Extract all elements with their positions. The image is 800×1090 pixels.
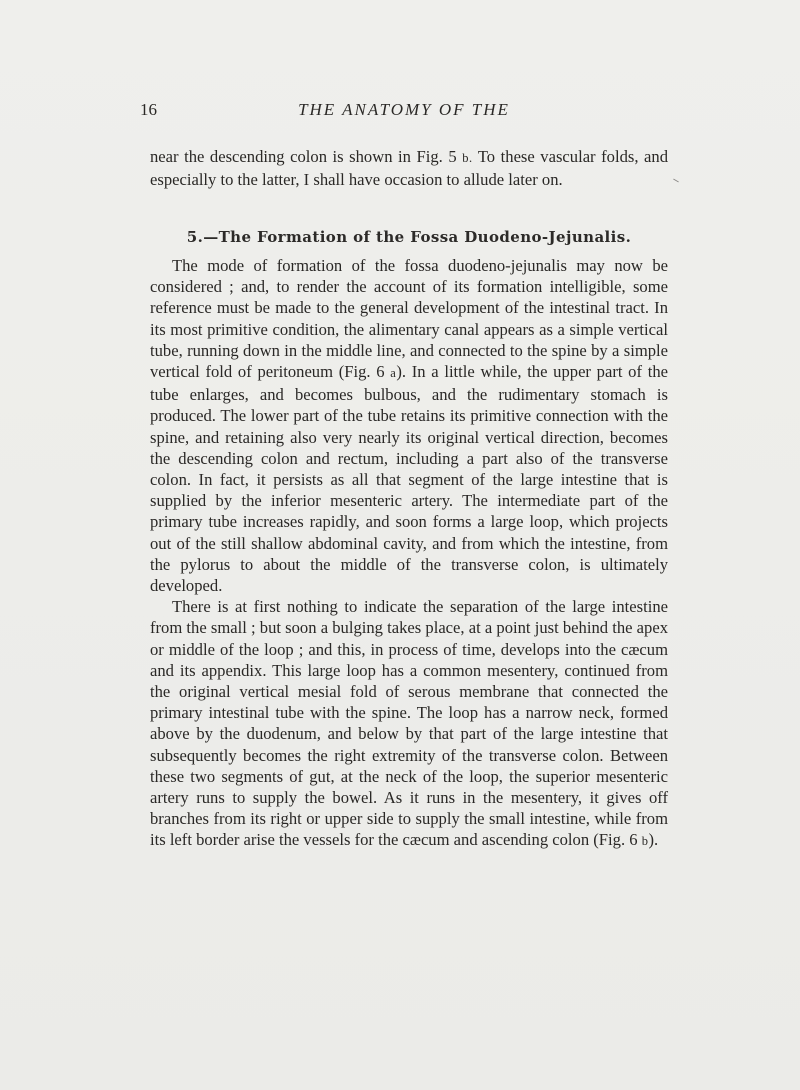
- paragraph-3: [150, 596, 668, 852]
- figure-reference: b.: [462, 151, 473, 165]
- figure-reference: b: [641, 834, 649, 849]
- paragraph-continued: [150, 146, 668, 190]
- running-title: THE ANATOMY OF THE: [298, 100, 510, 119]
- page-number: 16: [140, 100, 157, 119]
- paragraph-1-text-after: To these vascular folds, and especially to the latter, I shall have occasion to allude later on.: [150, 147, 668, 190]
- section-heading: 5.—The Formation of the Fossa Duodeno-Jejunalis.: [186, 228, 632, 246]
- section-body: [150, 255, 668, 853]
- paragraph-2: [150, 255, 668, 596]
- paragraph-1-text-before: near the descending colon is shown in Fig. 5: [150, 147, 463, 166]
- print-speck: [673, 179, 679, 183]
- figure-reference: a: [390, 366, 397, 381]
- paragraph-2-text-after: ). In a little while, the upper part of the tube enlarges, and becomes bulbous, and the rudimentary stomach is produced. The lower part of the tube retains its primitive connection with the spine, and retaining also very nearly its original vertical direction, becomes the descending colon and rectum, including a part also of the transverse colon. In fact, it persists as all that segment of the large intestine that is supplied by the inferior mesenteric artery. The intermediate part of the primary tube increases rapidly, and soon forms a large loop, which projects out of the still shallow abdominal cavity, and from which the intestine, from the pylorus to about the middle of the transverse colon, is ultimately developed.: [150, 362, 668, 596]
- paragraph-3-text-after: ).: [648, 830, 659, 850]
- paragraph-3-text-before: There is at first nothing to indicate the separation of the large intestine from the small ; but soon a bulging takes place, at a point just behind the apex or middle of the loop ; and this, in process of time, develops into the cæcum and its appendix. This large loop has a common mesentery, continued from the original vertical mesial fold of serous membrane that connected the primary intestinal tube with the spine. The loop has a narrow neck, formed above by the duodenum, and below by that part of the large intestine that subsequently becomes the right extremity of the transverse colon. Between these two segments of gut, at the neck of the loop, the superior mesenteric artery runs to supply the bowel. As it runs in the mesentery, it gives off branches from its right or upper side to supply the small intestine, while from its left border arise the vessels for the cæcum and ascending colon (Fig. 6: [150, 597, 668, 850]
- paragraph-1: [150, 146, 668, 190]
- paragraph-2-text-before: The mode of formation of the fossa duodeno-jejunalis may now be considered ; and, to render the account of its formation intelligible, some reference must be made to the general development of the intestinal tract. In its most primitive condition, the alimentary canal appears as a simple vertical tube, running down in the middle line, and connected to the spine by a simple vertical fold of peritoneum (Fig. 6: [150, 256, 668, 382]
- running-head: [140, 100, 668, 126]
